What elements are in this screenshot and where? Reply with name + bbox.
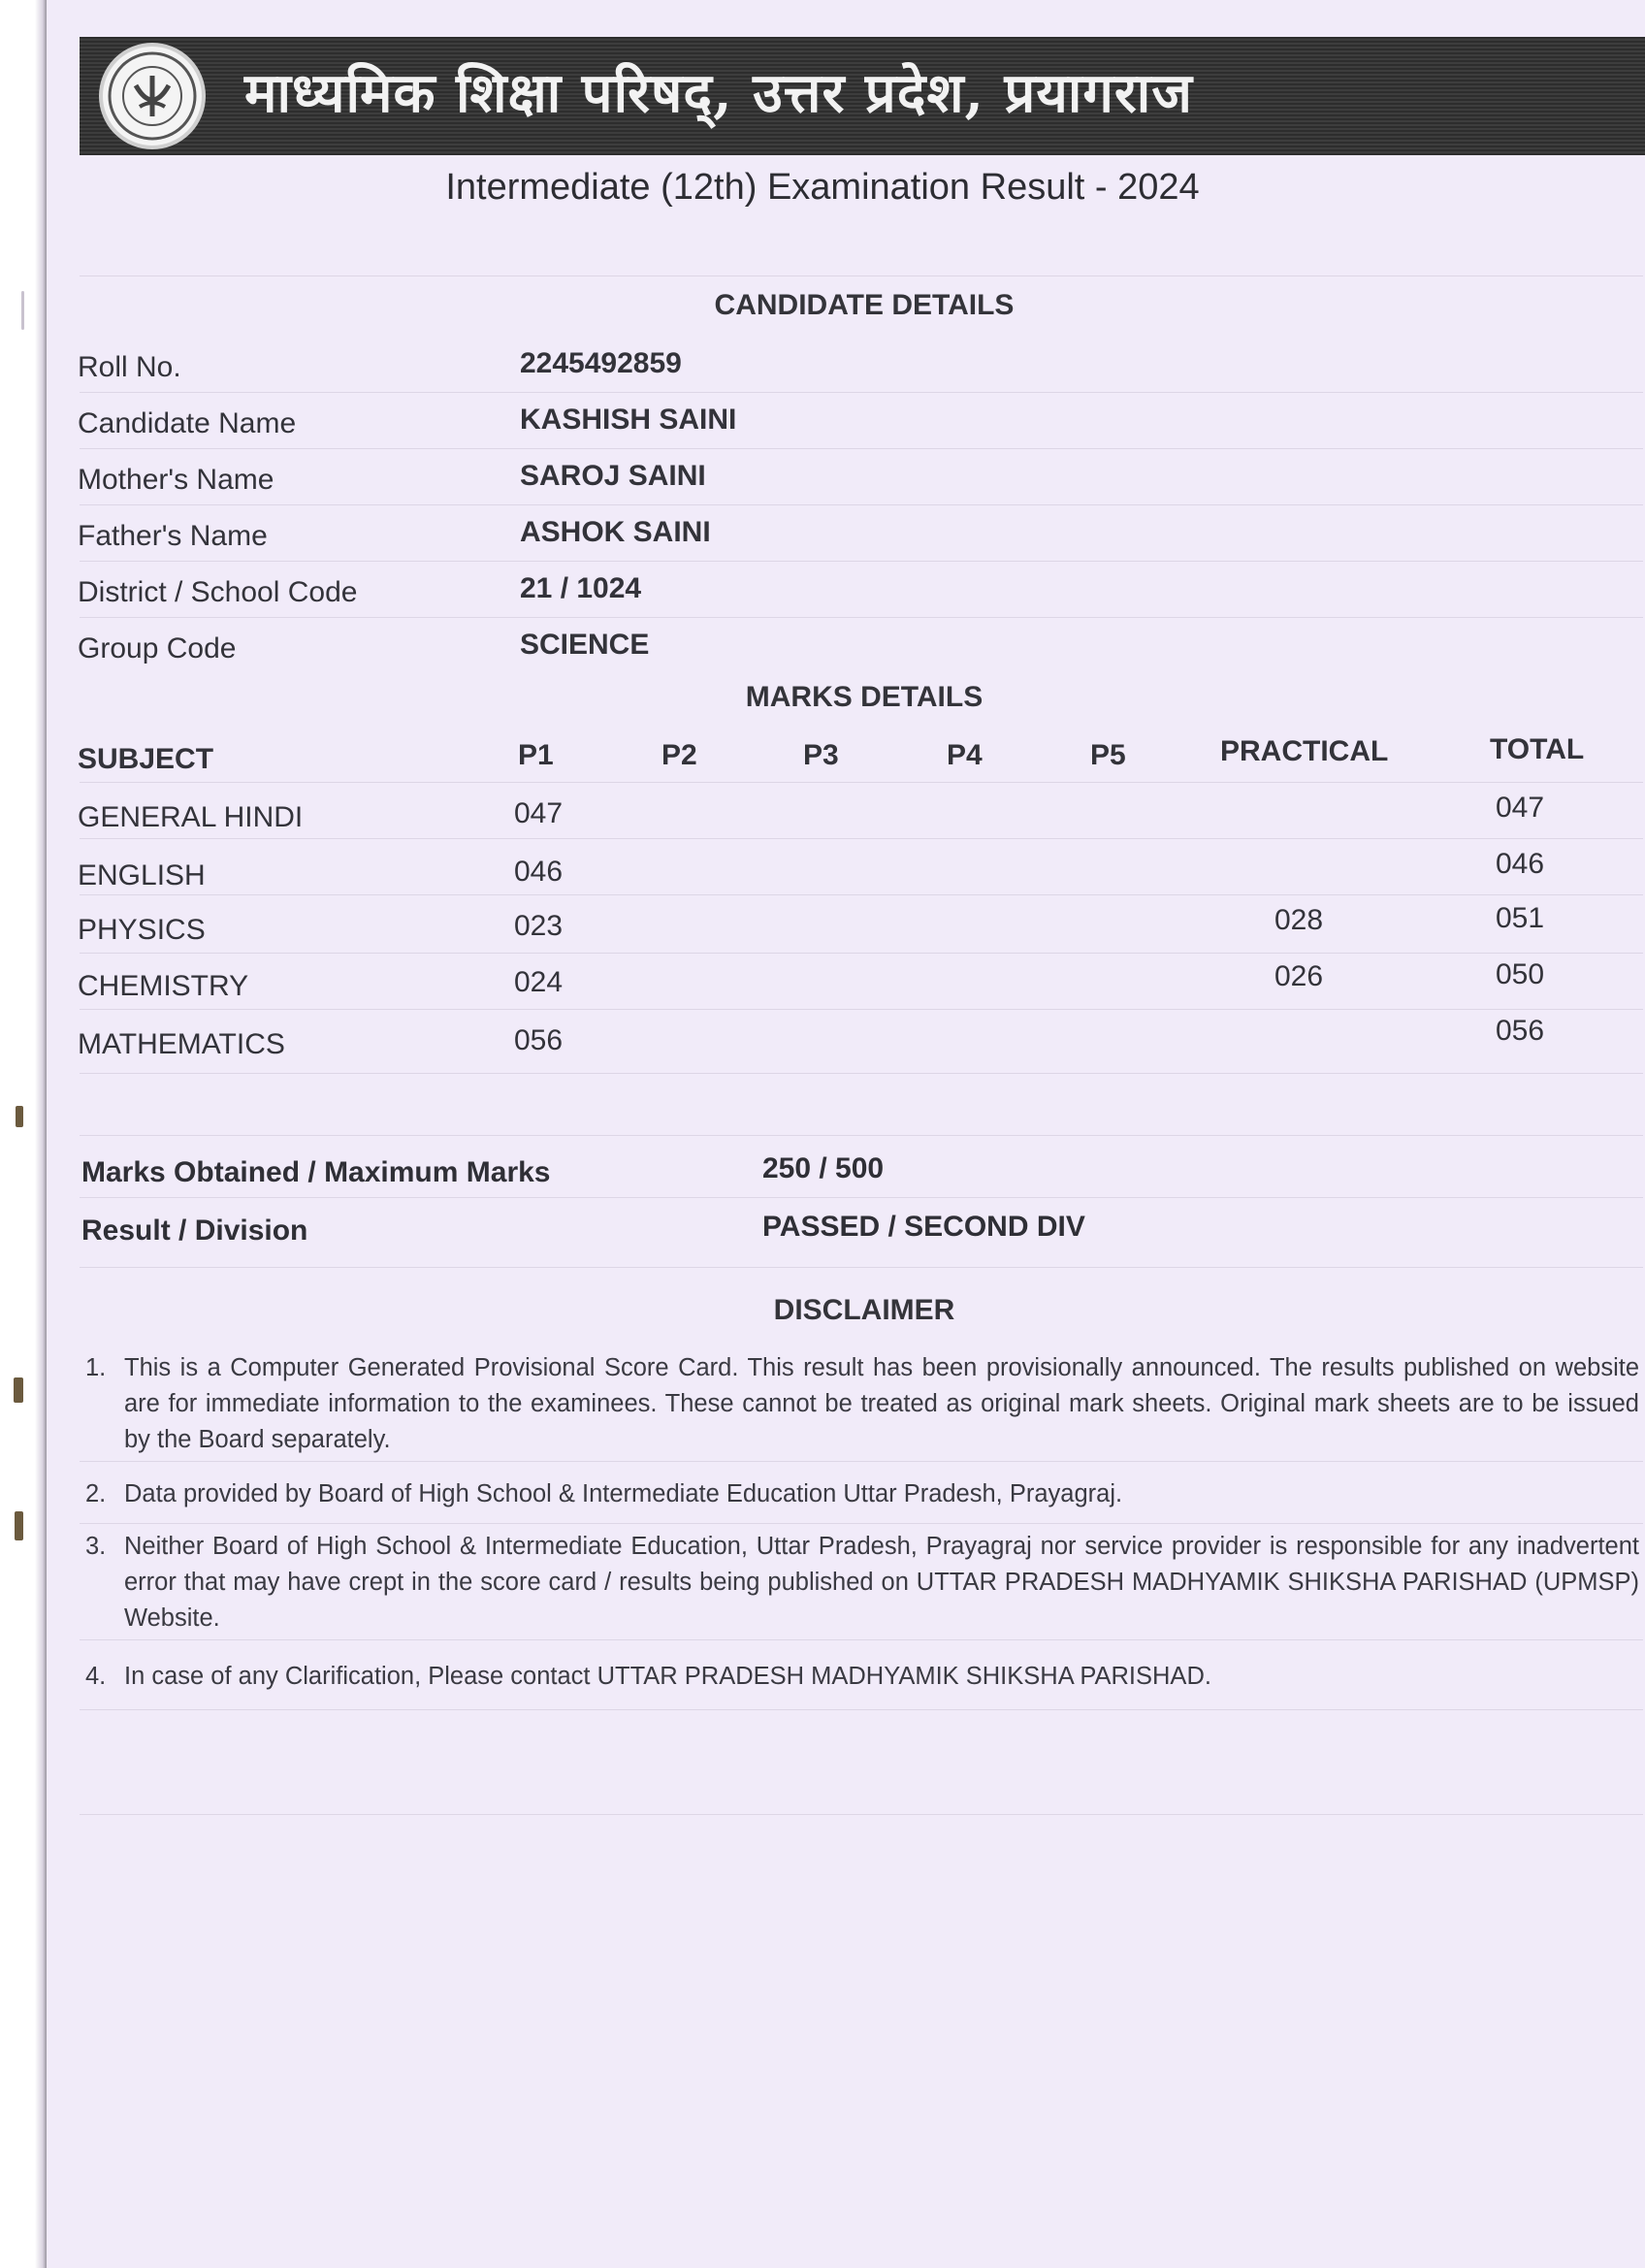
divider — [80, 275, 1643, 276]
mother-name-label: Mother's Name — [78, 464, 274, 496]
disclaimer-text: This is a Computer Generated Provisional Score Card. This result has been provisionally announced. The results published on website are for immediate information to the examinees. These cannot be treated as original mark sheets. Original mark sheets are to be issued by the Board separately. — [124, 1354, 1639, 1453]
scan-mark — [15, 1511, 23, 1540]
table-row-total: 050 — [1496, 958, 1545, 990]
table-row-p1: 056 — [514, 1024, 564, 1056]
district-school-code-label: District / School Code — [78, 576, 358, 608]
divider — [80, 617, 1643, 618]
divider — [80, 1814, 1643, 1815]
table-row-p1: 024 — [514, 966, 564, 998]
disclaimer-number: 2. — [85, 1480, 107, 1507]
divider — [80, 953, 1643, 954]
roll-no-value: 2245492859 — [520, 347, 682, 379]
divider — [80, 504, 1643, 505]
disclaimer-text: Neither Board of High School & Intermediate Education, Uttar Pradesh, Prayagraj nor service provider is responsible for any inadvertent error that may have crept in the score card / results being published on UTTAR PRADESH MADHYAMIK SHIKSHA PARISHAD (UPMSP) Website. — [124, 1533, 1639, 1632]
table-row-subject: CHEMISTRY — [78, 970, 249, 1002]
candidate-name-value: KASHISH SAINI — [520, 404, 737, 436]
table-row-subject: GENERAL HINDI — [78, 801, 304, 833]
disclaimer-text: In case of any Clarification, Please contact UTTAR PRADESH MADHYAMIK SHIKSHA PARISHAD. — [124, 1663, 1211, 1690]
column-p4: P4 — [947, 739, 983, 771]
table-row-total: 056 — [1496, 1015, 1545, 1047]
disclaimer-text: Data provided by Board of High School & Intermediate Education Uttar Pradesh, Prayagraj. — [124, 1480, 1123, 1507]
table-row-total: 046 — [1496, 848, 1545, 880]
header-bar — [80, 37, 1645, 155]
mother-name-value: SAROJ SAINI — [520, 460, 706, 492]
disclaimer-item — [85, 1476, 1639, 1512]
table-row-subject: PHYSICS — [78, 914, 206, 946]
marks-obtained-label: Marks Obtained / Maximum Marks — [81, 1156, 551, 1188]
exam-title: Intermediate (12th) Examination Result - 2024 — [445, 167, 1200, 208]
divider — [80, 392, 1643, 393]
result-sheet — [47, 0, 1645, 2268]
district-school-code-value: 21 / 1024 — [520, 572, 642, 604]
divider — [80, 1639, 1643, 1640]
column-p2: P2 — [661, 739, 697, 771]
column-practical: PRACTICAL — [1220, 735, 1389, 767]
table-row-practical: 028 — [1274, 904, 1324, 936]
column-p1: P1 — [518, 739, 554, 771]
divider — [80, 1267, 1643, 1268]
candidate-name-label: Candidate Name — [78, 407, 297, 439]
divider — [80, 1523, 1643, 1524]
table-row-p1: 047 — [514, 797, 564, 829]
table-row-subject: MATHEMATICS — [78, 1028, 285, 1060]
marks-obtained-value: 250 / 500 — [762, 1152, 885, 1184]
divider — [80, 1135, 1643, 1136]
divider — [80, 448, 1643, 449]
disclaimer-item — [85, 1659, 1639, 1695]
roll-no-label: Roll No. — [78, 351, 181, 383]
group-code-value: SCIENCE — [520, 629, 650, 661]
board-title: माध्यमिक शिक्षा परिषद्, उत्तर प्रदेश, प्रयागराज — [244, 61, 1193, 125]
group-code-label: Group Code — [78, 632, 237, 664]
up-state-emblem-icon — [99, 43, 206, 149]
column-p5: P5 — [1090, 739, 1126, 771]
candidate-details-heading: CANDIDATE DETAILS — [714, 289, 1015, 321]
father-name-value: ASHOK SAINI — [520, 516, 711, 548]
scan-mark — [21, 291, 24, 330]
divider — [80, 1009, 1643, 1010]
scan-mark — [16, 1106, 23, 1127]
marks-details-heading: MARKS DETAILS — [745, 681, 984, 713]
divider — [80, 1197, 1643, 1198]
divider — [80, 838, 1643, 839]
column-p3: P3 — [803, 739, 839, 771]
divider — [80, 1461, 1643, 1462]
disclaimer-number: 1. — [85, 1354, 107, 1381]
scan-mark — [14, 1377, 23, 1403]
disclaimer-number: 3. — [85, 1533, 107, 1560]
disclaimer-heading: DISCLAIMER — [773, 1294, 955, 1326]
table-row-practical: 026 — [1274, 960, 1324, 992]
divider — [80, 561, 1643, 562]
result-division-value: PASSED / SECOND DIV — [762, 1211, 1085, 1243]
table-row-p1: 023 — [514, 910, 564, 942]
table-row-subject: ENGLISH — [78, 859, 206, 891]
divider — [80, 894, 1643, 895]
table-row-p1: 046 — [514, 856, 564, 888]
disclaimer-item — [85, 1529, 1639, 1636]
disclaimer-number: 4. — [85, 1663, 107, 1690]
table-row-total: 051 — [1496, 902, 1545, 934]
result-division-label: Result / Division — [81, 1215, 308, 1247]
table-row-total: 047 — [1496, 792, 1545, 824]
divider — [80, 1073, 1643, 1074]
father-name-label: Father's Name — [78, 520, 268, 552]
disclaimer-item — [85, 1350, 1639, 1458]
column-subject: SUBJECT — [78, 743, 214, 775]
divider — [80, 1709, 1643, 1710]
column-total: TOTAL — [1490, 733, 1585, 765]
divider — [80, 782, 1643, 783]
scan-left-edge — [0, 0, 47, 2268]
